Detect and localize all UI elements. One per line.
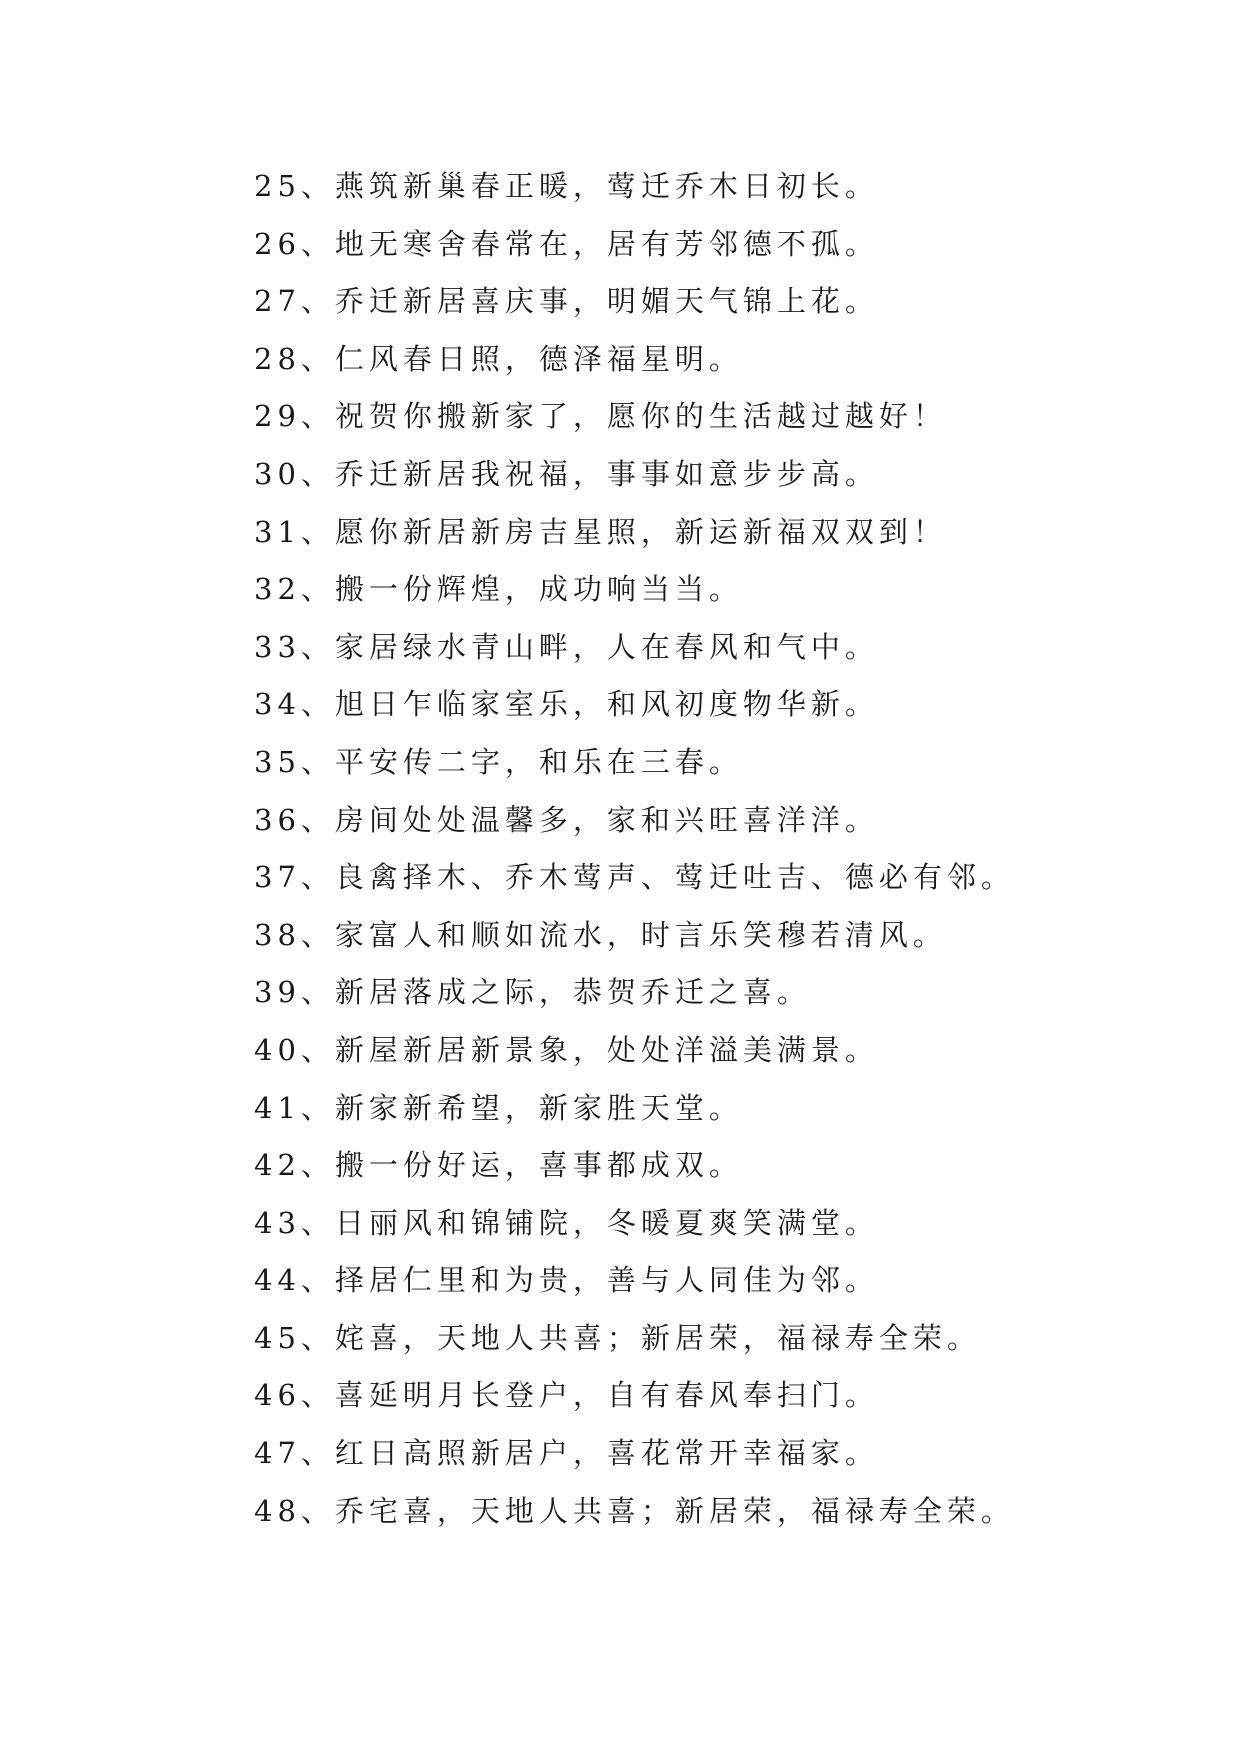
list-item: 34、旭日乍临家室乐，和风初度物华新。 <box>254 687 879 722</box>
list-item: 46、喜延明月长登户，自有春风奉扫门。 <box>254 1378 879 1413</box>
list-item: 43、日丽风和锦铺院，冬暖夏爽笑满堂。 <box>254 1205 879 1240</box>
list-item: 36、房间处处温馨多，家和兴旺喜洋洋。 <box>254 802 879 837</box>
list-item: 35、平安传二字，和乐在三春。 <box>254 744 743 779</box>
list-item: 48、乔宅喜，天地人共喜；新居荣，福禄寿全荣。 <box>254 1493 1015 1528</box>
list-item: 42、搬一份好运，喜事都成双。 <box>254 1148 743 1183</box>
list-item: 39、新居落成之际，恭贺乔迁之喜。 <box>254 975 811 1010</box>
list-item: 45、姹喜，天地人共喜；新居荣，福禄寿全荣。 <box>254 1320 981 1355</box>
list-item: 31、愿你新居新房吉星照，新运新福双双到！ <box>254 514 947 549</box>
list-item: 25、燕筑新巢春正暖，莺迁乔木日初长。 <box>254 169 879 203</box>
list-item: 41、新家新希望，新家胜天堂。 <box>254 1090 743 1125</box>
list-item: 27、乔迁新居喜庆事，明媚天气锦上花。 <box>254 284 879 319</box>
list-item: 38、家富人和顺如流水，时言乐笑穆若清风。 <box>254 917 947 952</box>
list-item: 33、家居绿水青山畔，人在春风和气中。 <box>254 629 879 664</box>
list-item: 28、仁风春日照，德泽福星明。 <box>254 341 743 376</box>
list-item: 40、新屋新居新景象，处处洋溢美满景。 <box>254 1032 879 1067</box>
couplet-list <box>254 158 1154 1540</box>
list-item: 44、择居仁里和为贵，善与人同佳为邻。 <box>254 1263 879 1298</box>
list-item: 26、地无寒舍春常在，居有芳邻德不孤。 <box>254 226 879 261</box>
list-item: 30、乔迁新居我祝福，事事如意步步高。 <box>254 456 879 491</box>
list-item: 32、搬一份辉煌，成功响当当。 <box>254 572 743 607</box>
list-item: 29、祝贺你搬新家了，愿你的生活越过越好！ <box>254 399 947 434</box>
list-item: 47、红日高照新居户，喜花常开幸福家。 <box>254 1436 879 1471</box>
list-item: 37、良禽择木、乔木莺声、莺迁吐吉、德必有邻。 <box>254 860 1015 895</box>
